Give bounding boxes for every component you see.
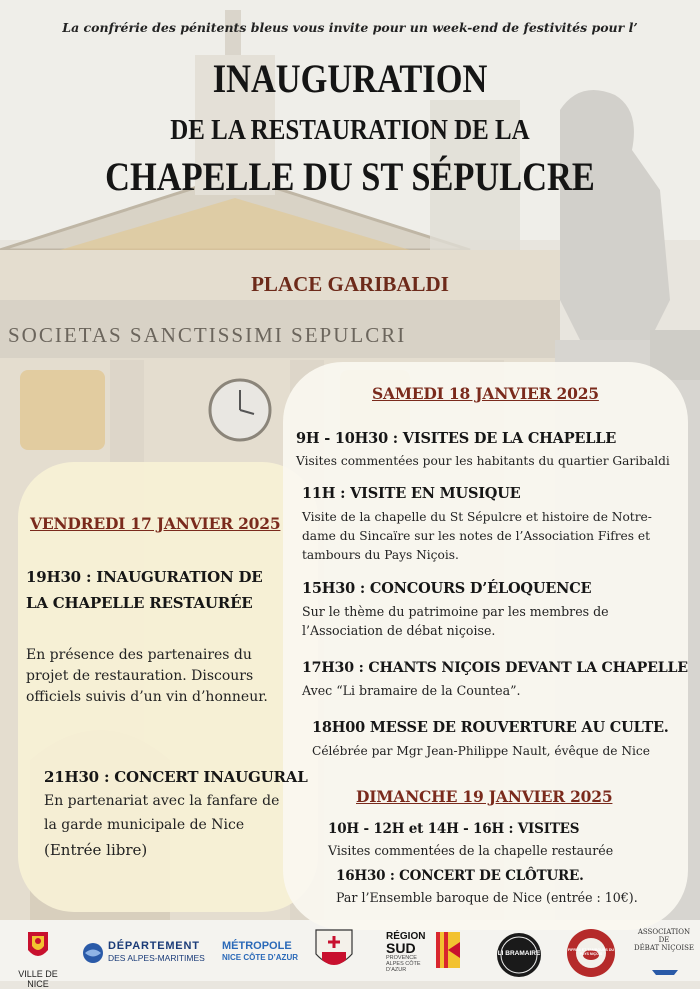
saturday-event-2-desc-line-2: dame du Sincaïre sur les notes de l’Association Fifres et <box>302 529 650 543</box>
saturday-event-2-desc-line-3: tambours du Pays Niçois. <box>302 548 459 562</box>
location-label: PLACE GARIBALDI <box>251 272 449 296</box>
li-bramaire-label: LI BRAMAIRE <box>497 950 541 957</box>
region-label-line-2: SUD <box>386 940 416 956</box>
departement-globe-icon <box>82 942 104 964</box>
nice-eagle-crest-icon <box>8 928 68 964</box>
sunday-day-label: DIMANCHE 19 JANVIER 2025 <box>356 787 613 806</box>
friday-day-label: VENDREDI 17 JANVIER 2025 <box>30 514 281 533</box>
departement-logo <box>82 940 212 970</box>
region-sud-logo <box>386 932 466 978</box>
saturday-event-1-desc-line-1: Visites commentées pour les habitants du quartier Garibaldi <box>296 454 670 468</box>
association-label-line-2: DE <box>658 936 670 944</box>
saturday-event-5-desc-line-1: Célébrée par Mgr Jean-Philippe Nault, évêque de Nice <box>312 744 650 758</box>
friday-event-1-desc-line-3: officiels suivis d’un vin d’honneur. <box>26 689 268 705</box>
saturday-event-3-desc-line-1: Sur le thème du patrimoine par les membres de <box>302 604 609 619</box>
friday-event-2-desc-line-2: la garde municipale de Nice <box>44 817 245 833</box>
fifres-tambours-logo <box>566 928 616 978</box>
departement-label-line-1: DÉPARTEMENT <box>108 940 200 952</box>
saturday-event-1-title: 9H - 10H30 : VISITES DE LA CHAPELLE <box>296 430 617 447</box>
saturday-event-3-desc-line-2: l’Association de débat niçoise. <box>302 623 496 638</box>
friday-event-1-desc-line-2: projet de restauration. Discours <box>26 668 254 684</box>
sunday-event-2-title: 16H30 : CONCERT DE CLÔTURE. <box>336 868 584 884</box>
friday-event-2-desc-line-3: (Entrée libre) <box>44 841 148 859</box>
facade-inscription: SOCIETAS SANCTISSIMI SEPULCRI <box>8 323 407 347</box>
region-label-line-1: RÉGION <box>386 931 426 942</box>
association-boat-icon <box>650 964 680 976</box>
sunday-event-1-title: 10H - 12H et 14H - 16H : VISITES <box>328 821 580 837</box>
friday-event-1-desc-line-1: En présence des partenaires du <box>26 647 252 663</box>
association-debat-logo <box>630 928 698 976</box>
societe-saint-sepulcre-logo <box>312 924 356 976</box>
metropole-logo <box>222 942 302 970</box>
saturday-event-5-title: 18H00 MESSE DE ROUVERTURE AU CULTE. <box>312 719 669 736</box>
title-line-1: INAUGURATION <box>212 56 488 101</box>
ville-de-nice-logo <box>8 928 68 989</box>
fifres-tambours-label: FIFRES ET TAMBOURS DU PAYS NIÇOIS <box>567 948 615 956</box>
saturday-event-2-title: 11H : VISITE EN MUSIQUE <box>302 485 521 502</box>
shield-crest-icon <box>312 924 356 976</box>
association-label-line-1: ASSOCIATION <box>637 928 691 936</box>
intro-text: La confrérie des pénitents bleus vous invite pour un week-end de festivités pour l’ <box>62 20 638 35</box>
saturday-event-2-desc-line-1: Visite de la chapelle du St Sépulcre et histoire de Notre- <box>302 510 652 524</box>
friday-event-1-title-line-1: 19H30 : INAUGURATION DE <box>26 568 263 586</box>
sunday-event-1-desc-line-1: Visites commentées de la chapelle restaurée <box>328 843 614 858</box>
friday-event-2-desc-line-1: En partenariat avec la fanfare de <box>44 793 280 809</box>
title-line-2: DE LA RESTAURATION DE LA <box>170 114 530 146</box>
li-bramaire-logo <box>496 932 542 978</box>
saturday-event-3-title: 15H30 : CONCOURS D’ÉLOQUENCE <box>302 580 592 597</box>
friday-event-1-title-line-2: LA CHAPELLE RESTAURÉE <box>26 594 253 612</box>
title-line-3: CHAPELLE DU ST SÉPULCRE <box>105 154 595 199</box>
region-flag-icon <box>436 932 460 968</box>
region-label-line-3: PROVENCE ALPES CÔTE D’AZUR <box>386 955 421 973</box>
friday-event-2-title: 21H30 : CONCERT INAUGURAL <box>44 768 308 786</box>
sunday-event-2-desc-line-1: Par l’Ensemble baroque de Nice (entrée : 10€). <box>336 890 638 905</box>
saturday-event-4-desc-line-1: Avec “Li bramaire de la Countea”. <box>302 683 521 698</box>
association-label-line-3: DÉBAT NIÇOISE <box>633 944 695 952</box>
ville-de-nice-label: VILLE DE NICE <box>18 969 58 989</box>
metropole-label-line-1: MÉTROPOLE <box>222 940 292 952</box>
saturday-day-label: SAMEDI 18 JANVIER 2025 <box>372 384 599 403</box>
metropole-label-line-2: NICE CÔTE D’AZUR <box>222 953 298 962</box>
saturday-event-4-title: 17H30 : CHANTS NIÇOIS DEVANT LA CHAPELLE <box>302 660 688 676</box>
departement-label-line-2: DES ALPES-MARITIMES <box>108 953 205 963</box>
